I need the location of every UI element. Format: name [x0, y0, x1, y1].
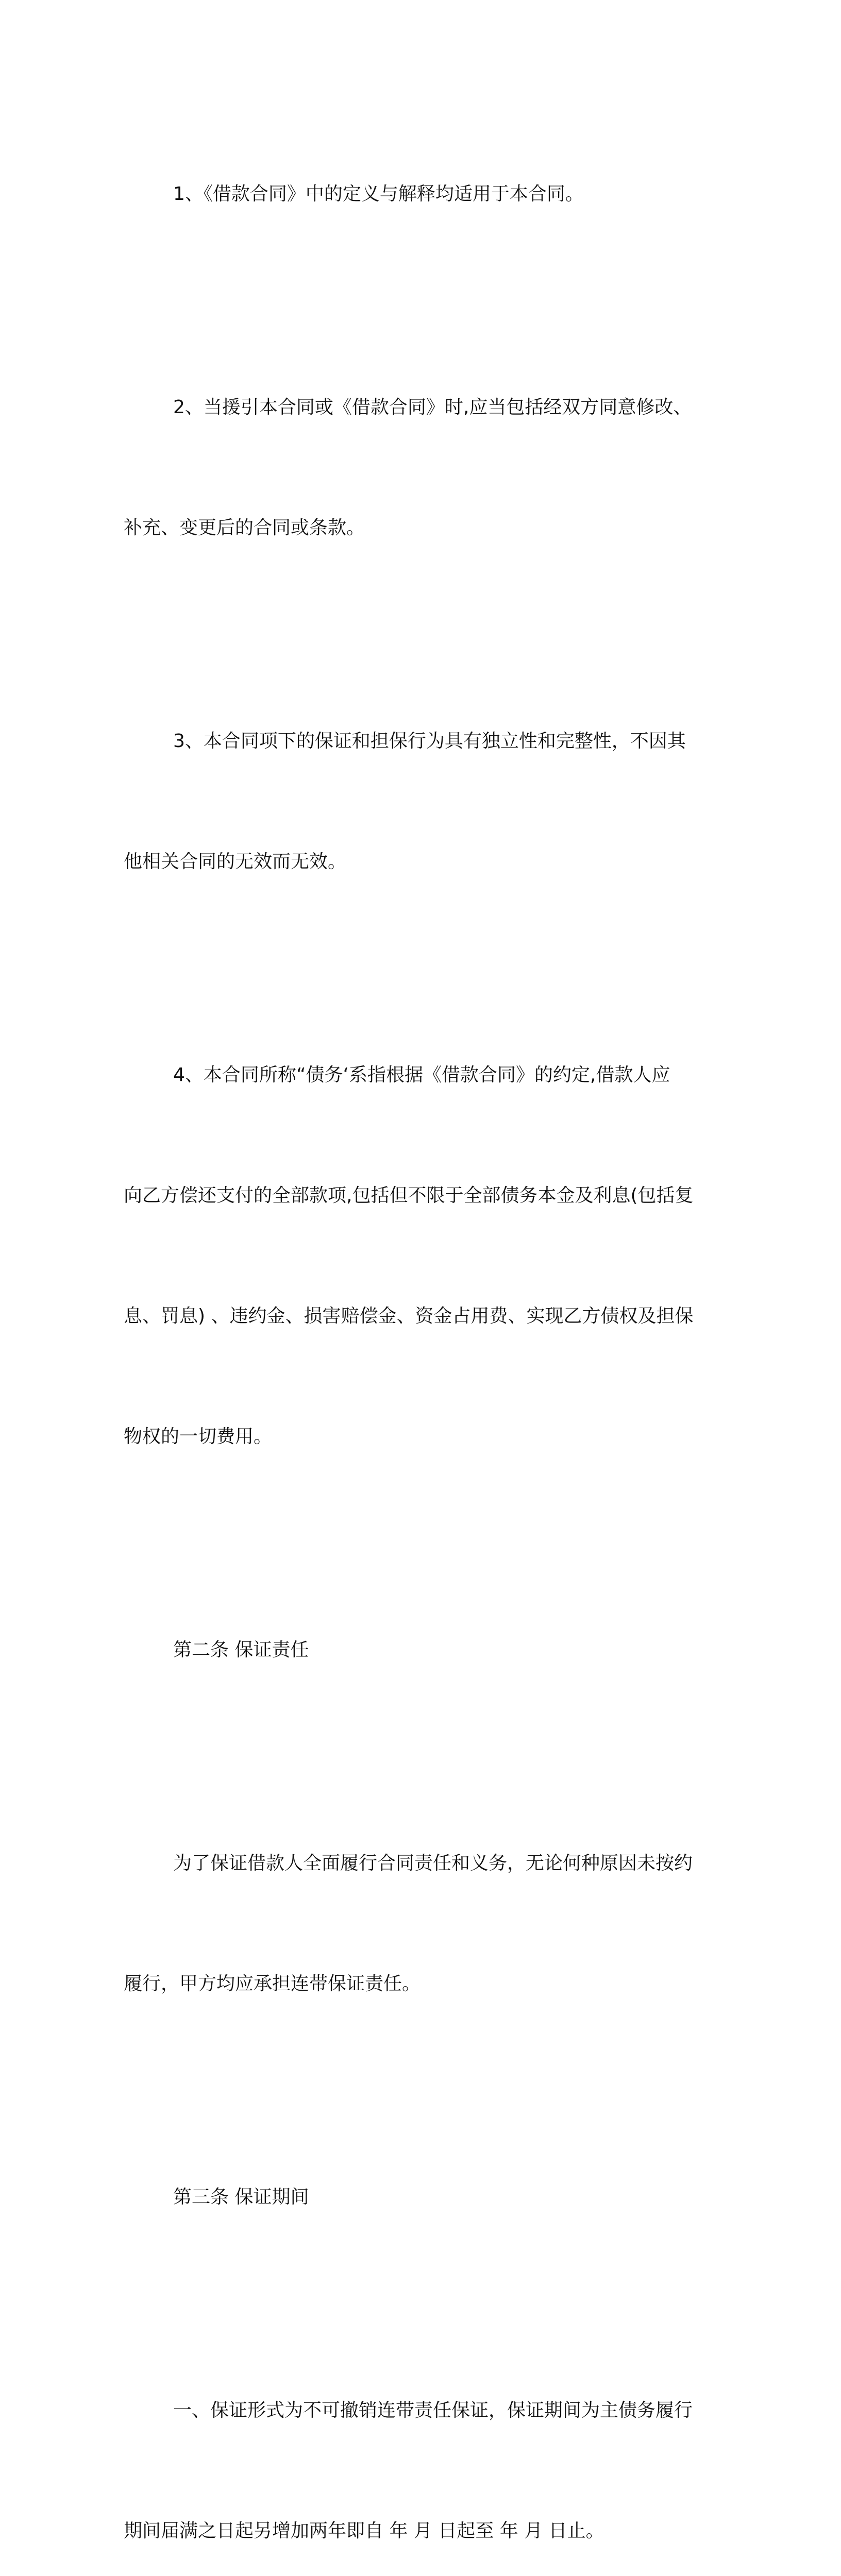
text-line: 3、本合同项下的保证和担保行为具有独立性和完整性，不因其 — [173, 731, 686, 752]
article-3-clause-1 — [124, 2310, 713, 2576]
article-2-body — [124, 1763, 713, 2084]
text-line: 补充、变更后的合同或条款。 — [124, 517, 365, 538]
clause-debt-definition — [124, 975, 713, 1537]
text-line: 履行，甲方均应承担连带保证责任。 — [124, 1973, 421, 1994]
clause-definitions — [124, 94, 713, 295]
text-line: 2、当援引本合同或《借款合同》时,应当包括经双方同意修改、 — [173, 397, 692, 418]
text-line: 向乙方偿还支付的全部款项,包括但不限于全部债务本金及利息(包括复 — [124, 1185, 694, 1206]
clause-independence — [124, 641, 713, 962]
text-line: 物权的一切费用。 — [124, 1426, 273, 1447]
text-line: 4、本合同所称“债务‘系指根据《借款合同》的约定,借款人应 — [173, 1064, 670, 1086]
text-line: 期间届满之日起另增加两年即自 年 月 日起至 年 月 日止。 — [124, 2520, 604, 2541]
text-line: 他相关合同的无效而无效。 — [124, 851, 347, 872]
article-2-heading — [124, 1550, 713, 1751]
text-line: 1、《借款合同》中的定义与解释均适用于本合同。 — [173, 183, 584, 205]
article-3-heading — [124, 2097, 713, 2298]
clause-reference — [124, 307, 713, 629]
section-heading: 第二条 保证责任 — [173, 1639, 309, 1660]
text-line: 息、罚息) 、违约金、损害赔偿金、资金占用费、实现乙方债权及担保 — [124, 1306, 694, 1327]
text-line: 一、保证形式为不可撤销连带责任保证，保证期间为主债务履行 — [173, 2400, 693, 2421]
text-line: 为了保证借款人全面履行合同责任和义务，无论何种原因未按约 — [173, 1853, 693, 1874]
section-heading: 第三条 保证期间 — [173, 2187, 309, 2208]
document-body — [124, 94, 713, 2576]
